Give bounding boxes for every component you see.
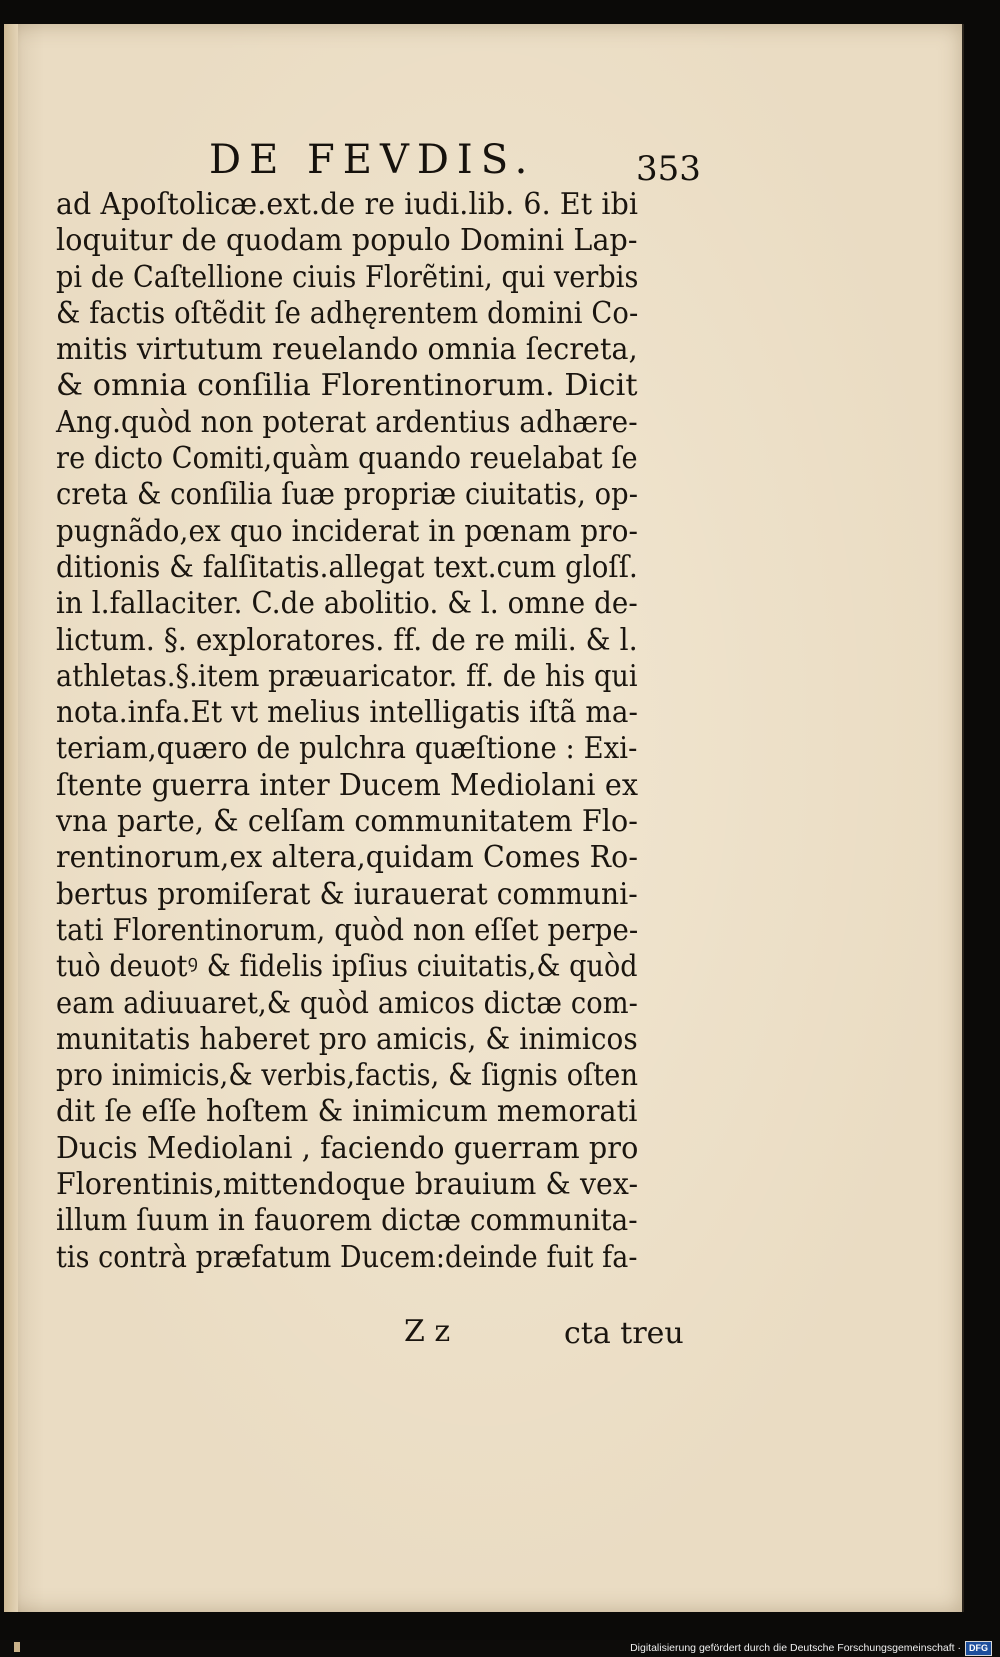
text-line: eam adiuuaret,& quòd amicos dictæ com- [56,985,638,1020]
catchword: cta treu [564,1316,684,1351]
text-line: nota.infa.Et vt melius intelligatis iſtã ma- [56,695,638,730]
book-page [4,24,964,1612]
text-line: Ducis Mediolani , faciendo guerram pro [56,1130,639,1165]
text-line: lictum. §. exploratores. ff. de re mili. & l. [56,622,638,657]
text-line: tuò deuotꝰ & fidelis ipſius ciuitatis,& quòd [56,949,638,984]
signature-mark: Z z [404,1314,451,1349]
text-line: tati Florentinorum, quòd non eſſet perpe- [56,912,639,947]
text-line: creta & conſilia ſuæ propriæ ciuitatis, op- [56,477,639,512]
text-line: Ang.quòd non poterat ardentius adhære- [56,404,638,439]
body-text [56,186,696,1275]
text-line: ditionis & falſitatis.allegat text.cum gloſſ. [56,549,638,584]
dfg-logo: DFG [965,1641,992,1656]
text-line: dit ſe eſſe hoſtem & inimicum memorati [56,1094,638,1129]
text-line: pugnãdo,ex quo inciderat in pœnam pro- [56,513,638,548]
text-line: pro inimicis,& verbis,factis, & ſignis oſten [56,1058,639,1093]
text-line: teriam,quæro de pulchra quæſtione : Exi- [56,731,638,766]
page-number: 353 [636,149,701,189]
text-line: loquitur de quodam populo Domini Lap- [56,223,638,258]
text-line: & omnia conſilia Florentinorum. Dicit [56,368,638,403]
text-line: pi de Caſtellione ciuis Florẽtini, qui verbis [56,259,639,294]
text-line: in l.fallaciter. C.de abolitio. & l. omne de- [56,586,638,621]
text-line: ad Apoſtolicæ.ext.de re iudi.lib. 6. Et ibi [56,187,639,221]
digitization-credit [630,1641,992,1655]
text-line: ſtente guerra inter Ducem Mediolani ex [56,767,639,802]
text-line: illum ſuum in fauorem dictæ communita- [56,1203,638,1238]
credit-text: Digitalisierung gefördert durch die Deutsche Forschungsgemeinschaft · [630,1642,961,1654]
text-line: tis contrà præfatum Ducem:deinde fuit fa- [56,1239,638,1274]
text-line: & factis oſtẽdit ſe adhęrentem domini Co- [56,295,639,330]
text-line: munitatis haberet pro amicis, & inimicos [56,1021,638,1056]
text-line: athletas.§.item præuaricator. ff. de his qui [56,658,638,693]
text-line: re dicto Comiti,quàm quando reuelabat ſe [56,441,638,476]
text-line: vna parte, & celſam communitatem Flo- [56,804,639,839]
text-line: bertus promiſerat & iurauerat communi- [56,876,638,911]
text-line: mitis virtutum reuelando omnia ſecreta, [56,332,638,367]
running-head-title: DE FEVDIS. [209,137,536,183]
page-gutter-shadow [4,24,18,1612]
scan-edge-mark [14,1642,20,1652]
text-line: Florentinis,mittendoque brauium & vex- [56,1167,639,1202]
text-line: rentinorum,ex altera,quidam Comes Ro- [56,840,639,875]
page-footer [4,1314,962,1364]
